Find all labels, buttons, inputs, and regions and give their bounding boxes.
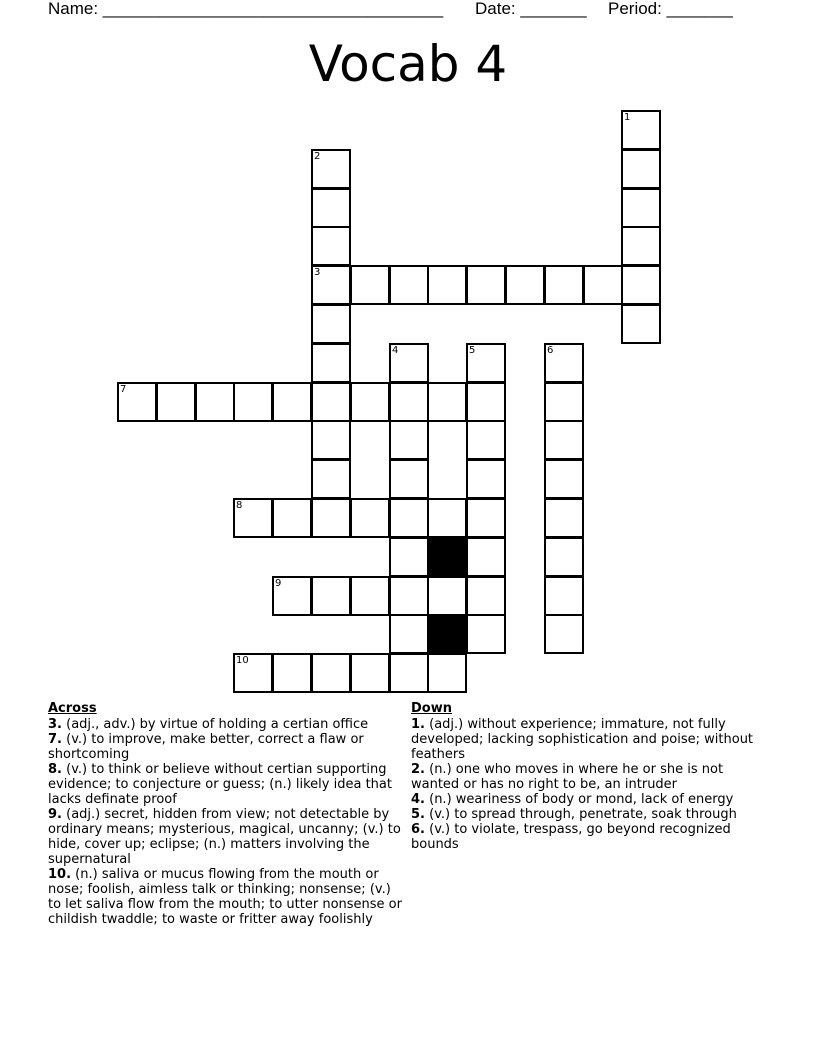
grid-cell[interactable]	[466, 614, 506, 654]
grid-cell[interactable]	[233, 382, 273, 422]
grid-cell[interactable]	[466, 537, 506, 577]
grid-cell[interactable]	[311, 459, 351, 499]
grid-cell[interactable]	[272, 653, 312, 693]
black-cell	[427, 614, 467, 654]
down-clues	[411, 701, 773, 852]
name-field-label[interactable]: Name: ____________________________________	[48, 0, 444, 18]
grid-cell[interactable]	[427, 653, 467, 693]
grid-cell[interactable]	[389, 576, 429, 616]
clue-text: (n.) one who moves in where he or she is not wanted or has no right to be, an intruder	[411, 762, 724, 792]
grid-cell[interactable]	[311, 653, 351, 693]
clue-number-1: 1	[624, 112, 631, 123]
grid-cell[interactable]	[621, 226, 661, 266]
grid-cell[interactable]	[272, 382, 312, 422]
grid-cell[interactable]	[389, 653, 429, 693]
grid-cell[interactable]	[544, 382, 584, 422]
down-clue	[411, 807, 773, 822]
clue-number-6: 6	[547, 345, 554, 356]
grid-cell[interactable]	[544, 614, 584, 654]
clue-number: 2.	[411, 762, 425, 777]
grid-cell[interactable]	[195, 382, 235, 422]
grid-cell[interactable]	[466, 265, 506, 305]
grid-cell[interactable]	[427, 498, 467, 538]
grid-cell[interactable]	[544, 498, 584, 538]
grid-cell[interactable]	[311, 226, 351, 266]
grid-cell[interactable]	[466, 382, 506, 422]
clue-number-8: 8	[236, 500, 243, 511]
grid-cell[interactable]	[272, 498, 312, 538]
grid-cell[interactable]	[544, 420, 584, 460]
clue-text: (v.) to violate, trespass, go beyond recognized bounds	[411, 822, 731, 852]
across-clue	[48, 762, 404, 807]
grid-cell[interactable]	[350, 653, 390, 693]
grid-cell[interactable]	[505, 265, 545, 305]
grid-cell[interactable]	[621, 265, 661, 305]
grid-cell[interactable]	[389, 614, 429, 654]
clue-number: 10.	[48, 867, 72, 882]
grid-cell[interactable]	[621, 149, 661, 189]
grid-cell[interactable]	[311, 188, 351, 228]
across-clue-list	[48, 717, 404, 927]
clue-number-10: 10	[236, 655, 249, 666]
grid-cell[interactable]	[544, 576, 584, 616]
down-clue-list	[411, 717, 773, 852]
across-clue	[48, 732, 404, 762]
clue-number-4: 4	[392, 345, 399, 356]
clue-text: (v.) to improve, make better, correct a flaw or shortcoming	[48, 732, 364, 762]
grid-cell[interactable]	[466, 576, 506, 616]
grid-cell[interactable]	[311, 304, 351, 344]
grid-cell[interactable]	[389, 537, 429, 577]
grid-cell[interactable]	[311, 420, 351, 460]
clue-number-3: 3	[314, 267, 321, 278]
clue-text: (n.) weariness of body or mond, lack of energy	[429, 792, 734, 807]
grid-cell[interactable]	[427, 382, 467, 422]
grid-cell[interactable]	[427, 265, 467, 305]
clue-number: 8.	[48, 762, 62, 777]
grid-cell[interactable]	[350, 265, 390, 305]
grid-cell[interactable]	[389, 420, 429, 460]
across-clue	[48, 867, 404, 927]
down-clue	[411, 717, 773, 762]
across-heading: Across	[48, 701, 97, 716]
grid-cell[interactable]	[389, 382, 429, 422]
clue-number: 7.	[48, 732, 62, 747]
down-heading: Down	[411, 701, 452, 716]
across-clue	[48, 807, 404, 867]
grid-cell[interactable]	[389, 498, 429, 538]
grid-cell[interactable]	[544, 537, 584, 577]
clue-number: 6.	[411, 822, 425, 837]
grid-cell[interactable]	[389, 459, 429, 499]
clue-number-2: 2	[314, 151, 321, 162]
clue-number: 3.	[48, 717, 62, 732]
grid-cell[interactable]	[544, 265, 584, 305]
grid-cell[interactable]	[311, 498, 351, 538]
grid-cell[interactable]	[311, 576, 351, 616]
clue-number-7: 7	[120, 384, 127, 395]
grid-cell[interactable]	[311, 382, 351, 422]
grid-cell[interactable]	[583, 265, 623, 305]
grid-cell[interactable]	[466, 498, 506, 538]
grid-cell[interactable]	[621, 304, 661, 344]
page-title: Vocab 4	[308, 35, 508, 93]
clue-text: (adj.) without experience; immature, not fully developed; lacking sophistication and poise; without feathers	[411, 717, 754, 762]
black-cell	[427, 537, 467, 577]
grid-cell[interactable]	[466, 459, 506, 499]
grid-cell[interactable]	[544, 459, 584, 499]
clue-text: (adj., adv.) by virtue of holding a certian office	[66, 717, 369, 732]
grid-cell[interactable]	[466, 420, 506, 460]
period-field-label[interactable]: Period: _______	[608, 0, 733, 18]
grid-cell[interactable]	[156, 382, 196, 422]
clue-number: 9.	[48, 807, 62, 822]
clue-text: (n.) saliva or mucus flowing from the mouth or nose; foolish, aimless talk or thinking; nonsense; (v.) to let saliva flow from the mouth; to utter nonsense or childish twaddle; to waste or fritter away foolishly	[48, 867, 402, 927]
across-clue	[48, 717, 404, 732]
clue-number: 1.	[411, 717, 425, 732]
grid-cell[interactable]	[350, 382, 390, 422]
clue-text: (adj.) secret, hidden from view; not detectable by ordinary means; mysterious, magical, uncanny; (v.) to hide, cover up; eclipse; (n.) matters involving the supernatural	[48, 807, 401, 867]
grid-cell[interactable]	[427, 576, 467, 616]
across-clues	[48, 701, 404, 927]
clue-number: 4.	[411, 792, 425, 807]
grid-cell[interactable]	[311, 343, 351, 383]
down-clue	[411, 822, 773, 852]
down-clue	[411, 762, 773, 792]
down-clue	[411, 792, 773, 807]
date-field-label[interactable]: Date: _______	[475, 0, 587, 18]
grid-cell[interactable]	[389, 265, 429, 305]
clue-number: 5.	[411, 807, 425, 822]
clue-number-9: 9	[275, 578, 282, 589]
grid-cell[interactable]	[350, 498, 390, 538]
clue-text: (v.) to think or believe without certian supporting evidence; to conjecture or guess; (n.) likely idea that lacks definate proof	[48, 762, 392, 807]
clue-text: (v.) to spread through, penetrate, soak through	[429, 807, 737, 822]
grid-cell[interactable]	[350, 576, 390, 616]
grid-cell[interactable]	[621, 188, 661, 228]
clue-number-5: 5	[469, 345, 476, 356]
